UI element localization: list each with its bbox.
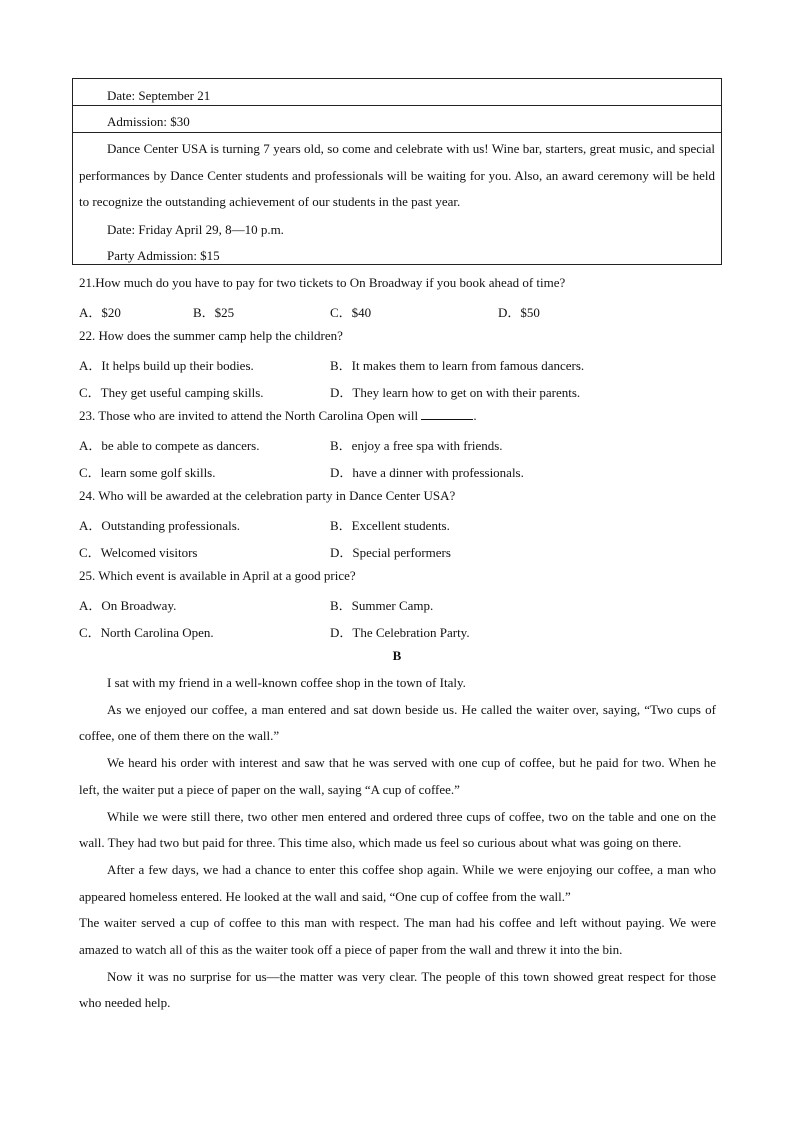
question-24-stem: 24. Who will be awarded at the celebration party in Dance Center USA? <box>79 488 456 503</box>
answer-blank <box>421 409 473 420</box>
question-23-stem: 23. Those who are invited to attend the North Carolina Open will <box>79 408 419 423</box>
question-23-option-a: A．be able to compete as dancers. <box>79 438 260 453</box>
section-heading: B <box>392 648 402 663</box>
question-22-option-a: A．It helps build up their bodies. <box>79 358 254 373</box>
dance-center-paragraph: Dance Center USA is turning 7 years old, so come and celebrate with us! Wine bar, starters, great music, and special performances by Dance Center students and professionals will be waiting for you. Also, an award ceremony will be held to recognize the outstanding achievement of our students in the past year. <box>79 141 715 209</box>
question-23-option-d: D．have a dinner with professionals. <box>330 465 524 480</box>
party-date: Date: Friday April 29, 8—10 p.m. <box>107 222 284 237</box>
question-24-option-a: A．Outstanding professionals. <box>79 518 241 533</box>
question-25-option-a: A．On Broadway. <box>79 598 177 613</box>
question-24-option-b: B．Excellent students. <box>330 518 450 533</box>
notice-divider-2 <box>73 132 721 133</box>
question-21-option-d: D．$50 <box>498 305 540 320</box>
notice-date: Date: September 21 <box>107 88 211 103</box>
passage-paragraph-4: While we were still there, two other men entered and ordered three cups of coffee, two on the table and one on the wall. They had two but paid for three. This time also, which made us feel so curious about what was going on there. <box>79 808 716 851</box>
question-24-option-d: D．Special performers <box>330 545 451 560</box>
question-21-option-b: B．$25 <box>193 305 235 320</box>
question-23-stem-line <box>79 408 477 424</box>
party-admission: Party Admission: $15 <box>107 248 220 263</box>
event-notice-box <box>72 78 722 265</box>
question-23-option-b: B．enjoy a free spa with friends. <box>330 438 503 453</box>
question-23-option-c: C．learn some golf skills. <box>79 465 216 480</box>
question-24-option-c: C．Welcomed visitors <box>79 545 198 560</box>
question-25-option-c: C．North Carolina Open. <box>79 625 214 640</box>
question-25-option-d: D．The Celebration Party. <box>330 625 470 640</box>
passage-paragraph-5: After a few days, we had a chance to enter this coffee shop again. While we were enjoying our coffee, a man who appeared homeless entered. He looked at the wall and said, “One cup of coffee from the wall.” <box>79 861 716 904</box>
question-22-option-d: D．They learn how to get on with their parents. <box>330 385 581 400</box>
question-25-stem: 25. Which event is available in April at a good price? <box>79 568 356 583</box>
question-21-stem: 21.How much do you have to pay for two tickets to On Broadway if you book ahead of time? <box>79 275 566 290</box>
question-22-option-c: C．They get useful camping skills. <box>79 385 264 400</box>
notice-divider-1 <box>73 105 721 106</box>
reading-passage <box>79 670 716 1017</box>
question-23-stem-end: . <box>473 408 477 423</box>
question-21-option-a: A．$20 <box>79 305 121 320</box>
question-25-option-b: B．Summer Camp. <box>330 598 434 613</box>
question-22-option-b: B．It makes them to learn from famous dancers. <box>330 358 585 373</box>
notice-admission: Admission: $30 <box>107 114 190 129</box>
passage-paragraph-1: I sat with my friend in a well-known coffee shop in the town of Italy. <box>107 675 466 690</box>
passage-paragraph-7: Now it was no surprise for us—the matter was very clear. The people of this town showed great respect for those who needed help. <box>79 968 716 1011</box>
passage-paragraph-6: The waiter served a cup of coffee to this man with respect. The man had his coffee and left without paying. We were amazed to watch all of this as the waiter took off a piece of paper from the wall and threw it into the bin. <box>79 915 716 958</box>
question-22-stem: 22. How does the summer camp help the children? <box>79 328 343 343</box>
passage-paragraph-2: As we enjoyed our coffee, a man entered and sat down beside us. He called the waiter over, saying, “Two cups of coffee, one of them there on the wall.” <box>79 701 716 744</box>
passage-paragraph-3: We heard his order with interest and saw that he was served with one cup of coffee, but he paid for two. When he left, the waiter put a piece of paper on the wall, saying “A cup of coffee.” <box>79 755 716 797</box>
question-21-option-c: C．$40 <box>330 305 372 320</box>
